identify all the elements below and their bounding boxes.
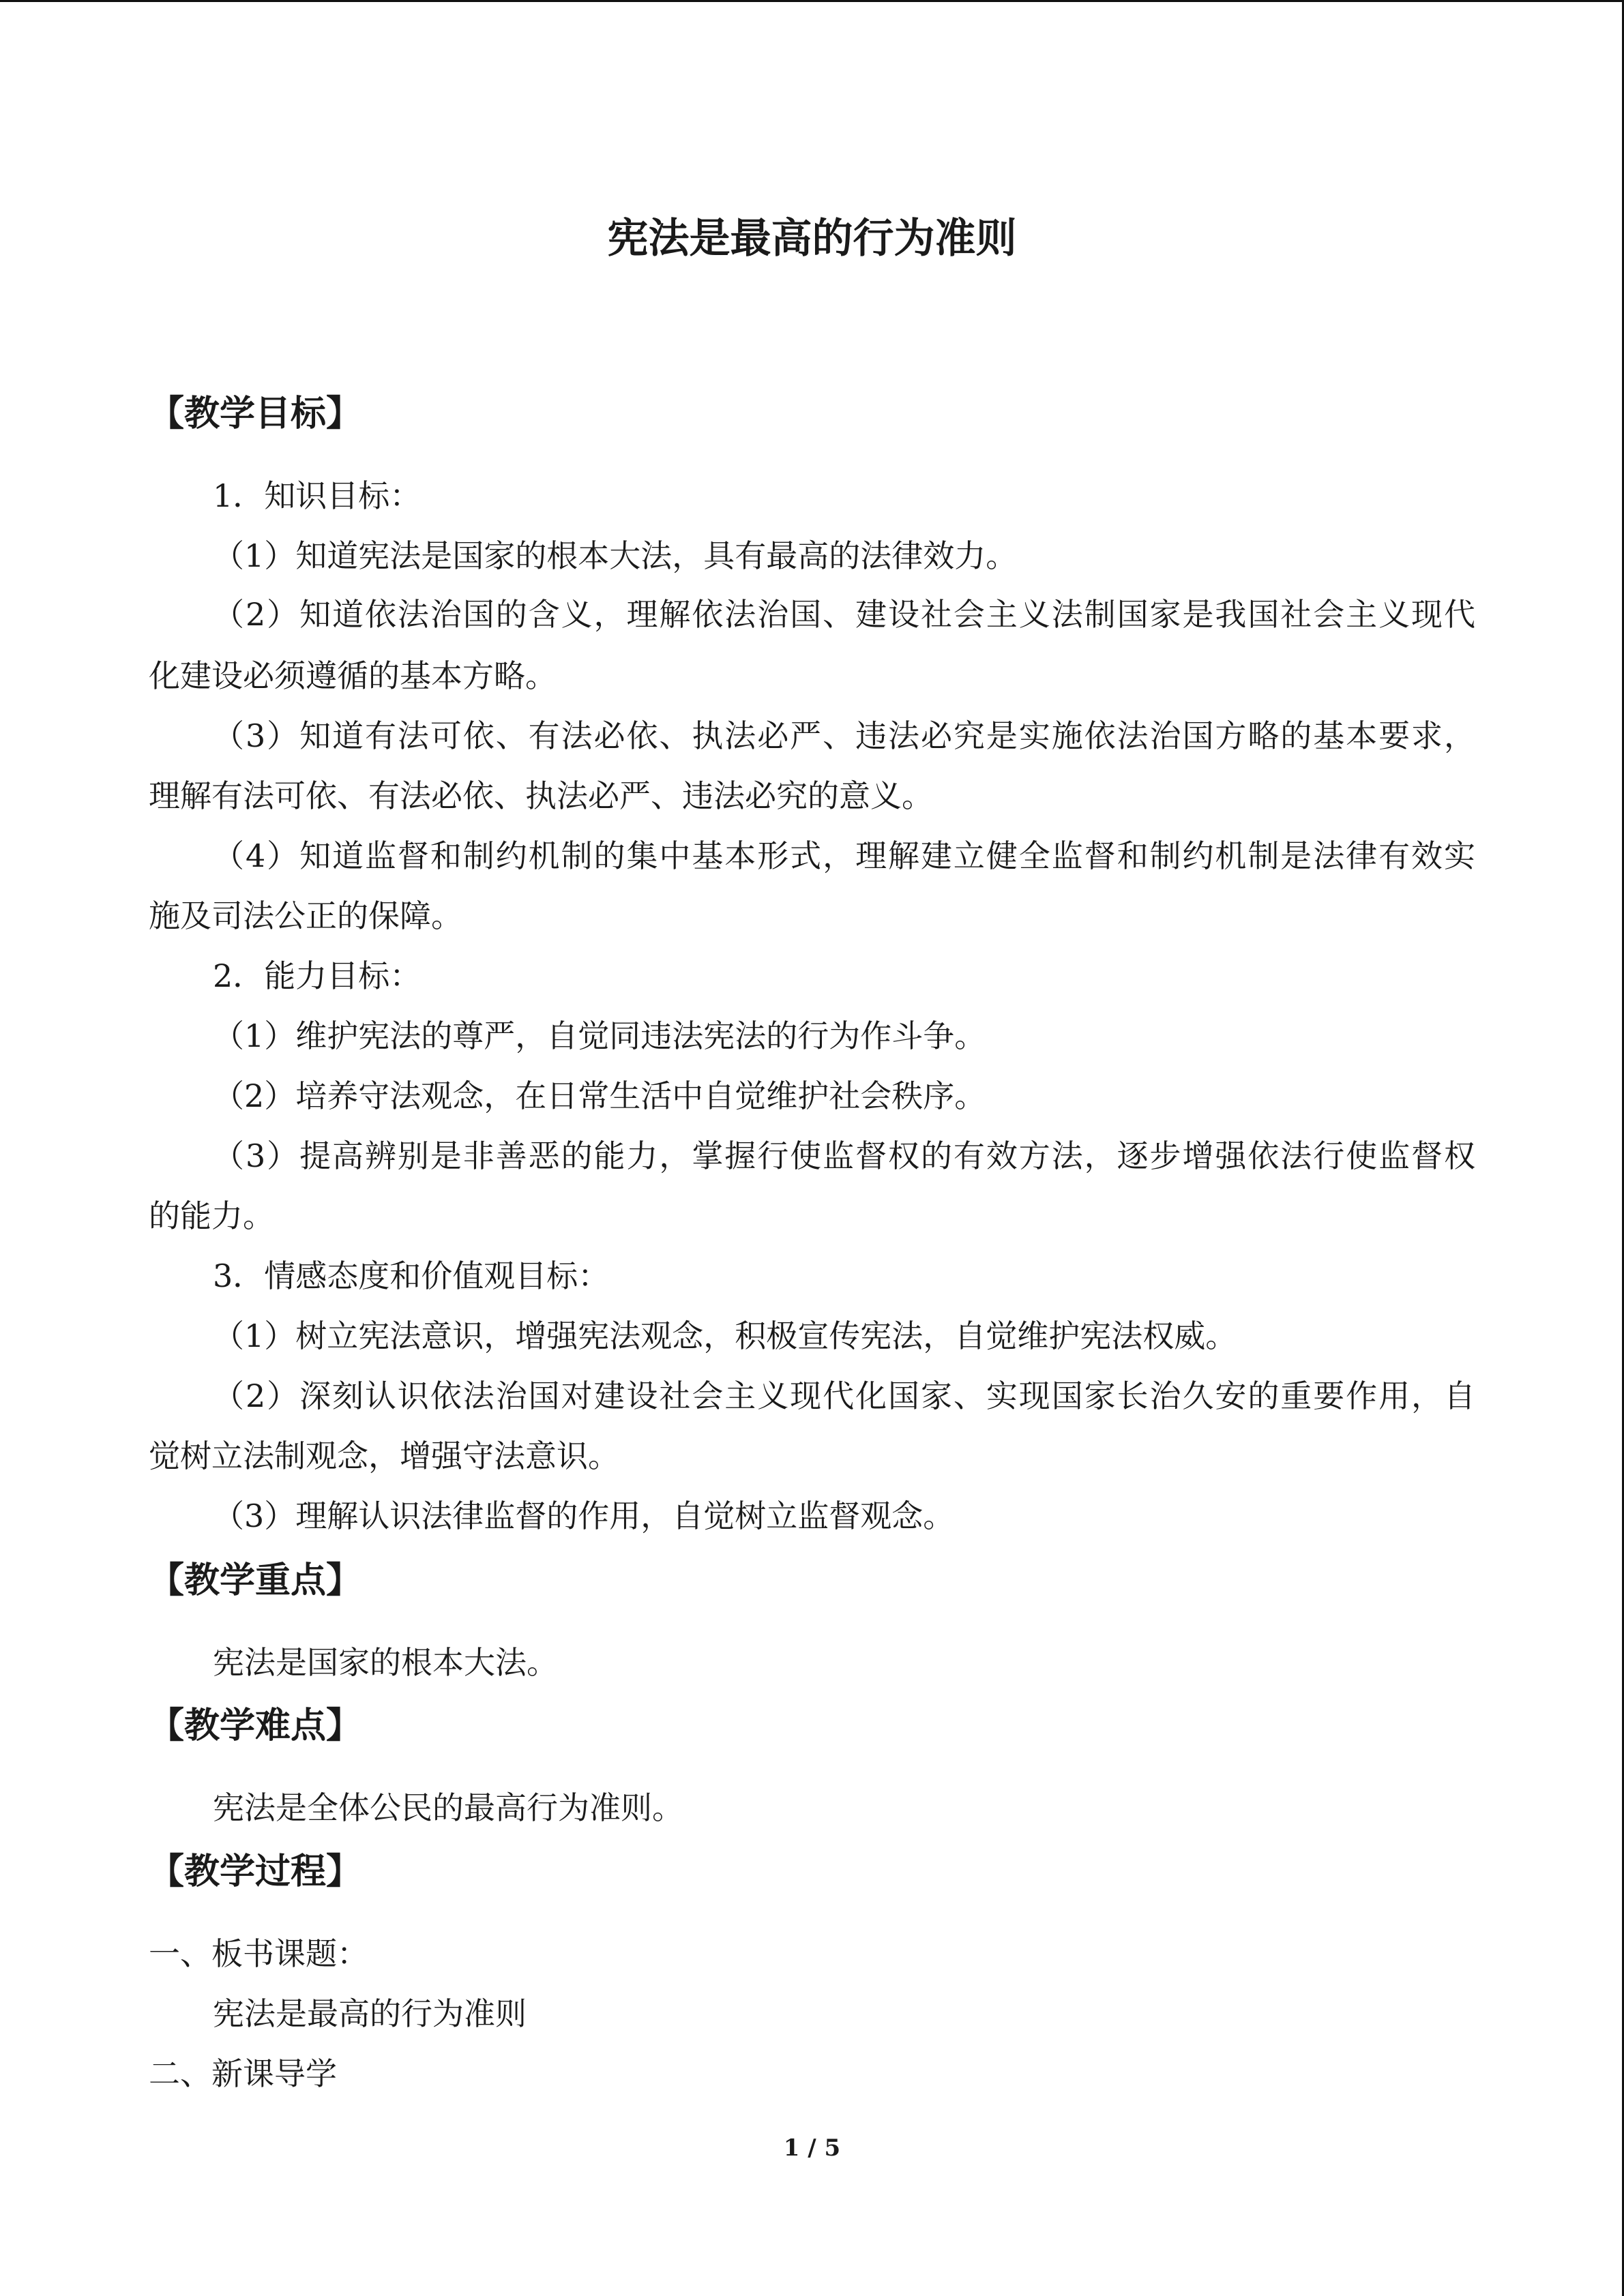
ability-item-1: （1）维护宪法的尊严，自觉同违法宪法的行为作斗争。 [213,1017,986,1054]
knowledge-item-4-line-2: 施及司法公正的保障。 [149,897,462,934]
heading-process: 【教学过程】 [149,1851,362,1892]
page-border-top [0,0,1624,2]
knowledge-item-4-line-1: （4）知道监督和制约机制的集中基本形式，理解建立健全监督和制约机制是法律有效实 [213,837,1475,874]
heading-key-point: 【教学重点】 [149,1560,362,1601]
heading-objectives: 【教学目标】 [149,393,362,434]
knowledge-item-2-line-2: 化建设必须遵循的基本方略。 [149,657,557,694]
attitude-label: 3．情感态度和价值观目标： [213,1257,610,1294]
process-step-1-text: 宪法是最高的行为准则 [213,1995,527,2032]
key-point-text: 宪法是国家的根本大法。 [213,1644,558,1681]
process-step-1: 一、板书课题： [149,1935,368,1972]
document-title: 宪法是最高的行为准则 [607,215,1017,263]
page-number: 1 / 5 [783,2134,841,2162]
knowledge-item-1: （1）知道宪法是国家的根本大法，具有最高的法律效力。 [213,537,1018,574]
difficulty-text: 宪法是全体公民的最高行为准则。 [213,1789,683,1826]
attitude-item-2-line-1: （2）深刻认识依法治国对建设社会主义现代化国家、实现国家长治久安的重要作用，自 [213,1377,1475,1414]
process-step-2: 二、新课导学 [149,2055,337,2092]
knowledge-label: 1．知识目标： [213,477,422,514]
attitude-item-1: （1）树立宪法意识，增强宪法观念，积极宣传宪法，自觉维护宪法权威。 [213,1317,1237,1354]
knowledge-item-3-line-2: 理解有法可依、有法必依、执法必严、违法必究的意义。 [149,777,933,814]
heading-difficulty: 【教学难点】 [149,1705,362,1746]
ability-item-3-line-2: 的能力。 [149,1197,274,1234]
knowledge-item-3-line-1: （3）知道有法可依、有法必依、执法必严、违法必究是实施依法治国方略的基本要求， [213,717,1475,754]
ability-item-3-line-1: （3）提高辨别是非善恶的能力，掌握行使监督权的有效方法，逐步增强依法行使监督权 [213,1137,1475,1174]
knowledge-item-2-line-1: （2）知道依法治国的含义，理解依法治国、建设社会主义法制国家是我国社会主义现代 [213,596,1475,633]
ability-item-2: （2）培养守法观念，在日常生活中自觉维护社会秩序。 [213,1077,986,1114]
attitude-item-3: （3）理解认识法律监督的作用，自觉树立监督观念。 [213,1497,955,1534]
ability-label: 2．能力目标： [213,957,422,994]
attitude-item-2-line-2: 觉树立法制观念，增强守法意识。 [149,1437,619,1474]
